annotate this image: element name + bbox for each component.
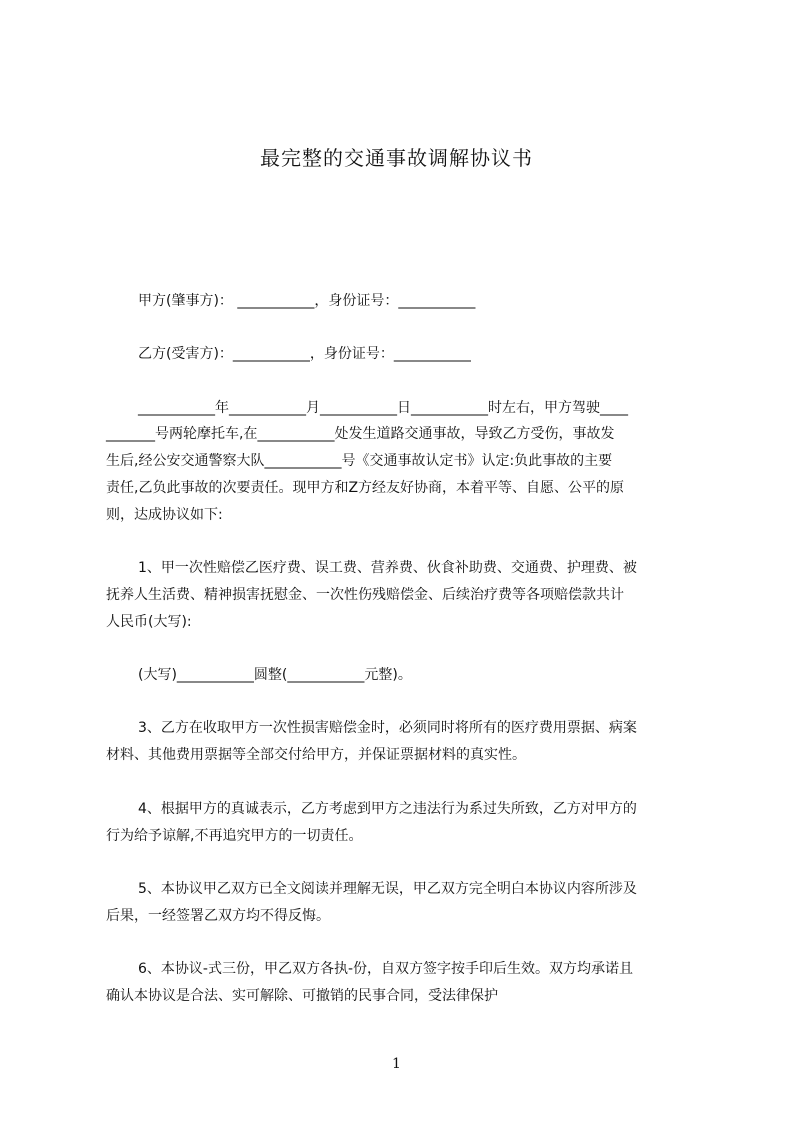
document-title: 最完整的交通事故调解协议书 [260,146,533,170]
party-b-text: 乙方(受害方)：___________，身份证号：___________ [138,346,471,362]
accident-text: 则，达成协议如下: [106,507,223,523]
clause-5-line [0,905,793,927]
clause-4-line [0,798,793,820]
clause-3-line [0,717,793,739]
clause-1-line [0,584,793,606]
clause-4-line [0,825,793,847]
clause-1-text: 抚养人生活费、精神损害抚慰金、一次性伤残赔偿金、后续治疗费等各项赔偿款共计 [106,587,624,603]
party-b-line [0,343,793,365]
clause-4-text: 4、根据甲方的真诚表示，乙方考虑到甲方之违法行为系过失所致，乙方对甲方的 [138,801,637,817]
clause-6-line [0,958,793,980]
clause-3-text: 3、乙方在收取甲方一次性损害赔偿金时，必须同时将所有的医疗费用票据、病案 [138,720,637,736]
page-number: 1 [392,1056,401,1072]
clause-1-line [0,611,793,633]
amount-text: (大写)___________圆整(___________元整)。 [138,667,412,683]
accident-text: _______号两轮摩托车,在___________处发生道路交通事故，导致乙方受伤，事故发 [106,426,615,442]
clause-3-text: 材料、其他费用票据等全部交付给甲方，并保证票据材料的真实性。 [106,747,526,763]
clause-1-text: 1、甲一次性赔偿乙医疗费、误工费、营养费、伙食补助费、交通费、护理费、被 [138,560,637,576]
accident-text: 责任,乙负此事故的次要责任。现甲方和Z方经友好协商，本着平等、自愿、公平的原 [106,480,625,496]
accident-line [0,477,793,499]
accident-text: ___________年___________月___________日___________时左右，甲方驾驶____ [138,400,628,416]
clause-6-line [0,985,793,1007]
clause-1-text: 人民币(大写): [106,614,192,630]
clause-6-text: 确认本协议是合法、实可解除、可撤销的民事合同，受法律保护 [106,988,498,1004]
accident-line [0,450,793,472]
accident-line [0,423,793,445]
clause-6-text: 6、本协议-式三份，甲乙双方各执-份，自双方签字按手印后生效。双方均承诺且 [138,961,634,977]
clause-5-text: 后果，一经签署乙双方均不得反悔。 [106,908,330,924]
clause-4-text: 行为给予谅解,不再追究甲方的一切责任。 [106,828,363,844]
accident-line [0,397,793,419]
clause-1-line [0,557,793,579]
accident-text: 生后,经公安交通警察大队___________号《交通事故认定书》认定:负此事故的主要 [106,453,613,469]
clause-5-text: 5、本协议甲乙双方已全文阅读并理解无误，甲乙双方完全明白本协议内容所涉及 [138,881,637,897]
clause-3-line [0,744,793,766]
clause-5-line [0,878,793,900]
amount-line [0,664,793,686]
accident-line [0,504,793,526]
party-a-line [0,290,793,312]
party-a-text: 甲方(肇事方)： ___________，身份证号：___________ [138,293,476,309]
